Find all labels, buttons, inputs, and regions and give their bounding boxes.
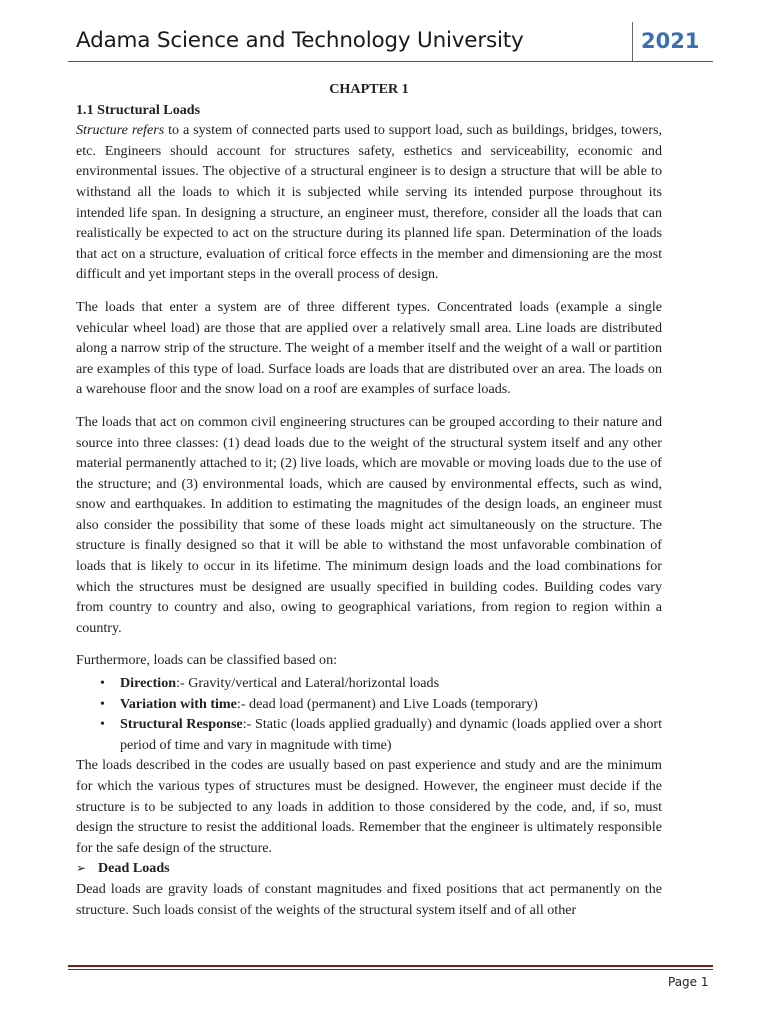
intro-lead-text: Structure refers — [76, 122, 165, 139]
list-item-text: :- dead load (permanent) and Live Loads (temporary) — [236, 695, 538, 712]
section-heading: 1.1 Structural Loads — [76, 101, 201, 118]
list-item-term: Variation with time — [120, 695, 237, 712]
bullet-icon: • — [100, 675, 105, 692]
page-body — [76, 79, 662, 920]
document-header-title: Adama Science and Technology University — [76, 28, 524, 53]
list-item-term: Direction — [120, 675, 177, 692]
footer-rule-thick — [68, 965, 713, 967]
paragraph-intro — [76, 120, 662, 285]
arrow-bullet-icon: ➢ — [76, 861, 87, 876]
bullet-icon: • — [100, 716, 105, 733]
list-item-term: Structural Response — [120, 716, 243, 733]
paragraph-load-types: The loads that enter a system are of three different types. Concentrated loads (example a single vehicular wheel load) are those that are applied over a relatively small area. Line loads are distributed along a narrow strip of the structure. The weight of a member itself and the weight of a wall or partition are examples of this type of load. Surface loads are loads that are distributed over an area. The loads on a warehouse floor and the snow load on a roof are examples of surface loads. — [76, 298, 662, 398]
header-divider — [632, 22, 633, 62]
paragraph-dead-loads: Dead loads are gravity loads of constant magnitudes and fixed positions that act permanently on the structure. Such loads consist of the weights of the structural system itself and of all other — [76, 880, 662, 918]
list-item — [76, 694, 662, 715]
footer-rule-thin — [68, 969, 713, 970]
classification-list — [76, 673, 662, 755]
document-header-year: 2021 — [641, 29, 700, 53]
subheading-dead-loads — [76, 858, 662, 879]
paragraph-load-classes: The loads that act on common civil engineering structures can be grouped according to their nature and source into three classes: (1) dead loads due to the weight of the structural system itself and any other material permanently attached to it; (2) live loads, which are movable or moving loads due to the use of the structure; and (3) environmental loads, which are caused by environmental effects, such as wind, snow and earthquakes. In addition to estimating the magnitudes of the design loads, an engineer must also consider the possibility that some of these loads might act simultaneously on the structure. The structure is finally designed so that it will be able to withstand the most unfavorable combination of loads that is likely to occur in its lifetime. The minimum design loads and the load combinations for which the structures must be designed are usually specified in building codes. Building codes vary from country to country and also, owing to geographical variations, from region to region within a country. — [76, 413, 662, 636]
list-item — [76, 714, 662, 755]
subheading-text: Dead Loads — [98, 860, 170, 877]
list-item — [76, 673, 662, 694]
bullet-icon: • — [100, 695, 105, 712]
paragraph-classification-intro: Furthermore, loads can be classified based on: — [76, 652, 338, 669]
paragraph-code-loads: The loads described in the codes are usually based on past experience and study and are the minimum for which the various types of structures must be designed. However, the engineer must decide if the structure is to be subjected to any loads in addition to those considered by the code, and, if so, must design the structure to resist the additional loads. Remember that the engineer is ultimately responsible for the safe design of the structure. — [76, 757, 662, 856]
list-item-text: :- Gravity/vertical and Lateral/horizontal loads — [176, 675, 440, 692]
list-item-text: :- Static (loads applied gradually) and dynamic (loads applied over a short period of time and vary in magnitude with time) — [120, 716, 662, 753]
page-number: Page 1 — [668, 975, 709, 989]
chapter-heading: CHAPTER 1 — [329, 81, 409, 97]
intro-body-text: to a system of connected parts used to support load, such as buildings, bridges, towers, etc. Engineers should account for structures safety, esthetics and serviceability, economic and environmental issues. The objective of a structural engineer is to design a structure that will be able to withstand all the loads to which it is subjected while serving its intended purpose throughout its intended life span. In designing a structure, an engineer must, therefore, consider all the loads that can realistically be expected to act on the structure during its planned life span. Determination of the loads that act on a structure, evaluation of critical force effects in the member and dimensioning are the most difficult and yet important steps in the overall process of design. — [76, 122, 662, 283]
header-rule — [68, 61, 713, 62]
